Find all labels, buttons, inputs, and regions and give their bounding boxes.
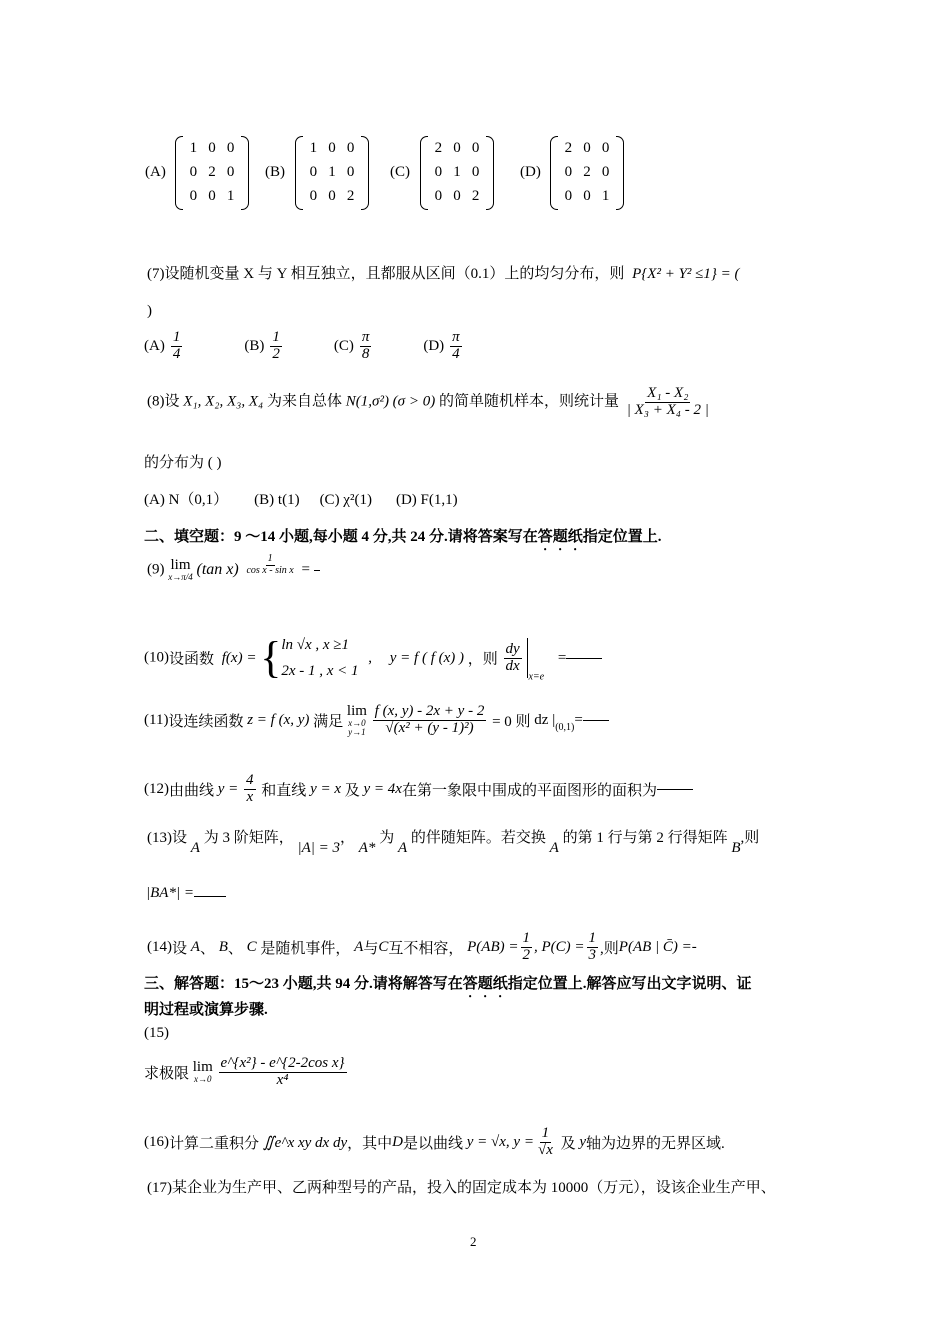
matrix-cell: 0	[471, 139, 480, 156]
matrix-cell: 0	[434, 187, 443, 204]
q13-number: (13)	[147, 830, 172, 846]
q10-answer-blank	[566, 658, 602, 659]
q14-C2: C	[378, 938, 389, 955]
q7-option-num: π	[452, 329, 460, 345]
q13-t6: 的第 1 行与第 2 行得矩阵	[562, 830, 728, 846]
q12-curve-frac	[244, 773, 256, 806]
q14-sep1: 、	[199, 940, 215, 957]
q11-lim-sub2: y→1	[348, 727, 366, 737]
matrix-cell: 0	[583, 187, 591, 204]
q7-text: 设随机变量 X 与 Y 相互独立，且都服从区间（0.1）上的均匀分布，则	[164, 266, 625, 282]
matrix-left-bracket	[550, 136, 558, 210]
matrix-right-bracket	[486, 136, 494, 210]
q7-option-den: 4	[172, 345, 181, 362]
matrix-cell: 0	[208, 139, 216, 156]
q16-number: (16)	[144, 1133, 169, 1150]
matrix-option-label: (B)	[265, 164, 285, 180]
q16-integral: ∬e^x xy dx dy	[262, 1134, 348, 1151]
q12-text3: 及	[344, 782, 360, 799]
q14-pab: P(AB) =	[467, 938, 519, 955]
q12-line1: y = x	[310, 780, 341, 797]
q9-exp-num: 1	[267, 553, 273, 564]
q17-number: (17)	[147, 1180, 172, 1196]
q12-answer-blank	[657, 789, 693, 790]
matrix-cell: 1	[309, 139, 318, 156]
q7-option-label: (B)	[244, 337, 265, 354]
q7-option	[334, 330, 374, 363]
q15-lim-sub: x→0	[194, 1074, 212, 1085]
q7-option	[244, 330, 284, 363]
matrix-option-label: (D)	[520, 164, 541, 180]
q7-option-label: (A)	[144, 337, 165, 354]
q14-pab-num: 1	[522, 930, 530, 946]
q14-pc-den: 3	[588, 946, 597, 963]
q13-line2	[146, 885, 226, 902]
q13-t7: ,则	[740, 830, 760, 846]
matrix-cell: 0	[601, 139, 610, 156]
q8-post: 的简单随机样本，则统计量	[438, 393, 619, 410]
q12	[144, 773, 693, 806]
matrix-cell: 1	[601, 187, 610, 204]
q12-text2: 和直线	[261, 782, 307, 799]
q8-stem	[147, 386, 713, 419]
matrix-cell: 0	[226, 139, 235, 156]
section3-heading	[144, 972, 752, 1001]
q7-option-num: 1	[272, 329, 280, 345]
page-number: 2	[470, 1234, 477, 1249]
q11-fraction	[373, 704, 487, 737]
matrix-cell: 0	[226, 163, 235, 180]
matrix-right-bracket	[241, 136, 249, 210]
matrix-cell: 0	[583, 139, 591, 156]
q12-line2: y = 4x	[363, 780, 402, 797]
q14-t2: 是随机事件，	[260, 940, 351, 957]
q14-t4: 互不相容，	[388, 940, 464, 957]
matrix-cell: 2	[564, 139, 573, 156]
q8-frac-num: X₁ - X₂	[647, 385, 689, 401]
q7-option-label: (D)	[423, 337, 445, 354]
q13	[147, 826, 760, 856]
q10-case1: ln √x , x ≥1	[281, 637, 350, 653]
q16-text: 计算二重积分	[169, 1135, 260, 1152]
matrix-cell: 0	[601, 163, 610, 180]
matrix-cell: 2	[471, 187, 480, 204]
q11-answer-blank	[583, 720, 609, 721]
matrix-right-bracket	[616, 136, 624, 210]
q7-expr: P{X² + Y² ≤1} = (	[632, 266, 740, 282]
q12-number: (12)	[144, 780, 169, 797]
q14-t3: 与	[363, 940, 379, 957]
matrix-cell: 1	[328, 163, 336, 180]
q10-derivative	[504, 642, 522, 675]
q10-y: y = f ( f (x) )	[389, 649, 465, 666]
q16-c-den: √x	[537, 1141, 553, 1158]
q11-dz: dz |	[534, 712, 556, 728]
matrix-left-bracket	[420, 136, 428, 210]
q11-lim-sub1: x→0	[348, 718, 366, 728]
q14-ask: P(AB | C̄) =	[618, 938, 692, 955]
matrix-cell: 0	[564, 163, 573, 180]
q8-option: (A) N（0,1）	[144, 492, 229, 508]
q16-t2: ，其中	[347, 1135, 393, 1152]
q14-pab-den: 2	[522, 946, 530, 963]
section2-head: 二、填空题：9 ～14 小题,每小题 4 分,共 24 分.请将答案写在	[144, 529, 538, 545]
matrix-grid	[184, 136, 240, 208]
section2-emph: 答题纸	[537, 529, 583, 545]
q14-number: (14)	[147, 938, 172, 955]
q7-option	[144, 330, 184, 363]
matrix-cell: 1	[453, 163, 461, 180]
q11-eq0: = 0 则	[492, 714, 531, 730]
q8-frac-den: | X₃ + X₄ - 2 |	[626, 401, 709, 418]
q7-option-den: 2	[272, 345, 280, 362]
matrix-left-bracket	[295, 136, 303, 210]
matrix-cell: 2	[583, 163, 591, 180]
q11-number: (11)	[144, 712, 169, 728]
q10-piecewise: { ln √x , x ≥1 2x - 1 , x < 1	[260, 633, 359, 682]
matrix-cell: 0	[434, 163, 443, 180]
q14-pab-frac	[521, 931, 533, 964]
q8-option: (C) χ²(1)	[319, 492, 372, 508]
q14-end: -	[691, 938, 697, 955]
matrix-cell: 1	[189, 139, 198, 156]
matrix	[175, 136, 249, 210]
q11-satisfy: 满足	[313, 714, 344, 730]
q16	[144, 1126, 725, 1159]
matrix-cell: 0	[189, 163, 198, 180]
matrix-cell: 0	[453, 139, 461, 156]
q13-t5: 的伴随矩阵。若交换	[410, 830, 546, 846]
q9-exp-den: cos x - sin x	[246, 564, 294, 576]
q8-pre: 设	[164, 393, 180, 410]
matrix	[295, 136, 369, 210]
q9-lim: lim x→π/4	[168, 557, 193, 582]
section2-tail: 指定位置上.	[582, 529, 662, 545]
q11-lim: lim x→0 y→1	[346, 703, 367, 737]
q13-A2: A	[397, 840, 408, 856]
q11-frac-den: √(x² + (y - 1)²)	[385, 720, 474, 736]
q8-statistic	[625, 386, 711, 419]
q13-Astar: A*	[358, 840, 376, 856]
section2-heading	[144, 525, 662, 554]
q7-option-fraction	[450, 330, 462, 363]
section3-line2: 明过程或演算步骤.	[144, 1002, 268, 1018]
q7-stem	[147, 262, 740, 283]
q9-lim-sub: x→π/4	[168, 572, 193, 582]
q13-A1: A	[190, 840, 200, 856]
q13-B: B	[731, 840, 741, 856]
section3-head: 三、解答题：15～23 小题,共 94 分.请将解答写在	[144, 976, 463, 992]
q11-z: z = f (x, y)	[247, 712, 310, 728]
matrix-cell: 0	[208, 187, 216, 204]
q16-c-num: 1	[541, 1125, 550, 1141]
q10-case2: 2x - 1 , x < 1	[281, 663, 359, 679]
q8-option: (B) t(1)	[254, 492, 300, 508]
q8-number: (8)	[147, 393, 165, 410]
q13-t1: 设	[172, 830, 188, 846]
matrix-grid	[559, 136, 615, 208]
matrix-right-bracket	[361, 136, 369, 210]
q11-text: 设连续函数	[168, 714, 244, 730]
q12-text1: 由曲线	[169, 782, 215, 799]
q10: (10)设函数 f(x) = { ln √x , x ≥1 2x - 1 , x < 1 , y = f ( f (x) ) ，则 $\frac{dy}{dx}$ $_{x=e}$ =	[144, 632, 602, 684]
q8-options	[144, 488, 458, 509]
section3-tail: 指定位置上.解答应写出文字说明、证	[507, 976, 752, 992]
matrix-cell: 0	[346, 163, 355, 180]
matrix-cell: 0	[328, 187, 336, 204]
q10-dden: dx	[505, 657, 520, 674]
q14-C: C	[246, 938, 257, 955]
q13-t2: 为 3 阶矩阵，	[203, 830, 294, 846]
matrix-cell: 2	[346, 187, 355, 204]
q7-option-den: 4	[452, 345, 460, 362]
q15-lim: lim x→0	[192, 1059, 213, 1085]
q13-line2-text: |BA*| =	[146, 885, 194, 901]
matrix-option-label: (C)	[390, 164, 410, 180]
q13-t4: 为	[379, 830, 395, 846]
q10-eq: =	[557, 649, 567, 666]
q10-eval: x=e	[528, 671, 545, 683]
q12-text4: 在第一象限中围成的平面图形的面积为	[401, 782, 657, 799]
q7-option	[423, 330, 463, 363]
q11-eq: =	[574, 712, 583, 728]
matrix-cell: 0	[328, 139, 336, 156]
q16-t4: 及	[560, 1135, 576, 1152]
matrix-cell: 0	[309, 163, 318, 180]
q9-eq: =	[301, 561, 310, 578]
q15-frac-den: x⁴	[276, 1071, 289, 1088]
q14	[147, 931, 697, 964]
section3-emph: 答题纸	[462, 976, 508, 992]
q7-options	[144, 330, 464, 363]
q9	[147, 553, 320, 582]
q16-frac	[536, 1126, 555, 1159]
q14-sep2: 、	[227, 940, 243, 957]
q8-vars: X₁, X₂, X₃, X₄	[183, 393, 264, 410]
q17	[147, 1176, 776, 1197]
matrix-cell: 0	[346, 139, 355, 156]
q7-close: )	[147, 303, 152, 319]
q10-text: 设函数	[169, 651, 215, 668]
q16-D: D	[392, 1133, 403, 1150]
q11	[144, 704, 609, 737]
q14-t5: ,则	[600, 940, 619, 957]
matrix	[550, 136, 624, 210]
matrix-left-bracket	[175, 136, 183, 210]
q9-base: (tan x)	[196, 561, 239, 578]
q13-answer-blank	[194, 896, 226, 897]
q8-option: (D) F(1,1)	[395, 492, 458, 508]
q16-t5: 轴为边界的无界区域.	[586, 1135, 725, 1152]
q14-pc-num: 1	[588, 930, 597, 946]
q7-option-num: 1	[172, 329, 181, 345]
q7-option-fraction	[270, 330, 282, 363]
q13-A3: A	[549, 840, 559, 856]
q7-option-fraction	[360, 330, 372, 363]
matrix-cell: 0	[453, 187, 461, 204]
q8-line2: 的分布为 ( )	[144, 455, 222, 471]
q16-yaxis: y	[579, 1133, 587, 1150]
q8-dist: N(1,σ²) (σ > 0)	[345, 393, 436, 410]
q15-text: 求极限	[144, 1065, 190, 1082]
q15-frac-num: e^{x²} - e^{2-2cos x}	[220, 1055, 345, 1071]
q17-text: 某企业为生产甲、乙两种型号的产品，投入的固定成本为 10000（万元），设该企业生产甲、	[172, 1180, 776, 1196]
matrix	[420, 136, 494, 210]
q12-curve-y: y =	[217, 780, 239, 797]
q15	[144, 1056, 349, 1089]
q13-det: |A| = 3	[297, 840, 340, 856]
q15-number: (15)	[144, 1025, 169, 1041]
q15-fraction	[219, 1056, 347, 1089]
q13-t3: ，	[340, 830, 356, 846]
matrix-cell: 0	[564, 187, 573, 204]
matrix-cell: 0	[309, 187, 318, 204]
matrix-cell: 1	[226, 187, 235, 204]
q14-t1: 设	[172, 940, 188, 957]
q14-pc: , P(C) =	[534, 938, 585, 955]
q14-pc-frac	[587, 931, 599, 964]
q16-t3: 是以曲线	[403, 1135, 464, 1152]
q9-number: (9)	[147, 561, 165, 578]
q7-option-label: (C)	[333, 337, 354, 354]
matrix-option-label: (A)	[145, 164, 166, 180]
q8-mid: 为来自总体	[267, 393, 343, 410]
matrix-cell: 2	[208, 163, 216, 180]
q7-number: (7)	[147, 266, 165, 282]
q16-c1: y = √x, y =	[466, 1133, 534, 1150]
q9-exponent	[244, 554, 295, 576]
q14-A: A	[190, 938, 200, 955]
q7-option-num: π	[361, 329, 370, 345]
q11-frac-num: f (x, y) - 2x + y - 2	[374, 703, 485, 720]
q14-A2: A	[354, 938, 364, 955]
matrix-grid	[304, 136, 360, 208]
q10-number: (10)	[144, 649, 169, 666]
q14-B: B	[218, 938, 228, 955]
matrix-cell: 2	[434, 139, 443, 156]
q12-curve-den: x	[246, 788, 254, 805]
matrix-cell: 0	[189, 187, 198, 204]
matrix-cell: 0	[471, 163, 480, 180]
matrix-grid	[429, 136, 485, 208]
q10-dnum: dy	[505, 640, 520, 657]
q12-curve-num: 4	[246, 772, 254, 788]
q9-answer-blank	[314, 570, 320, 571]
q7-option-den: 8	[361, 345, 370, 362]
q7-option-fraction	[171, 330, 183, 363]
q11-at: (0,1)	[555, 721, 575, 733]
q10-fx: f(x) =	[221, 649, 257, 666]
q10-then: ，则	[467, 651, 498, 668]
